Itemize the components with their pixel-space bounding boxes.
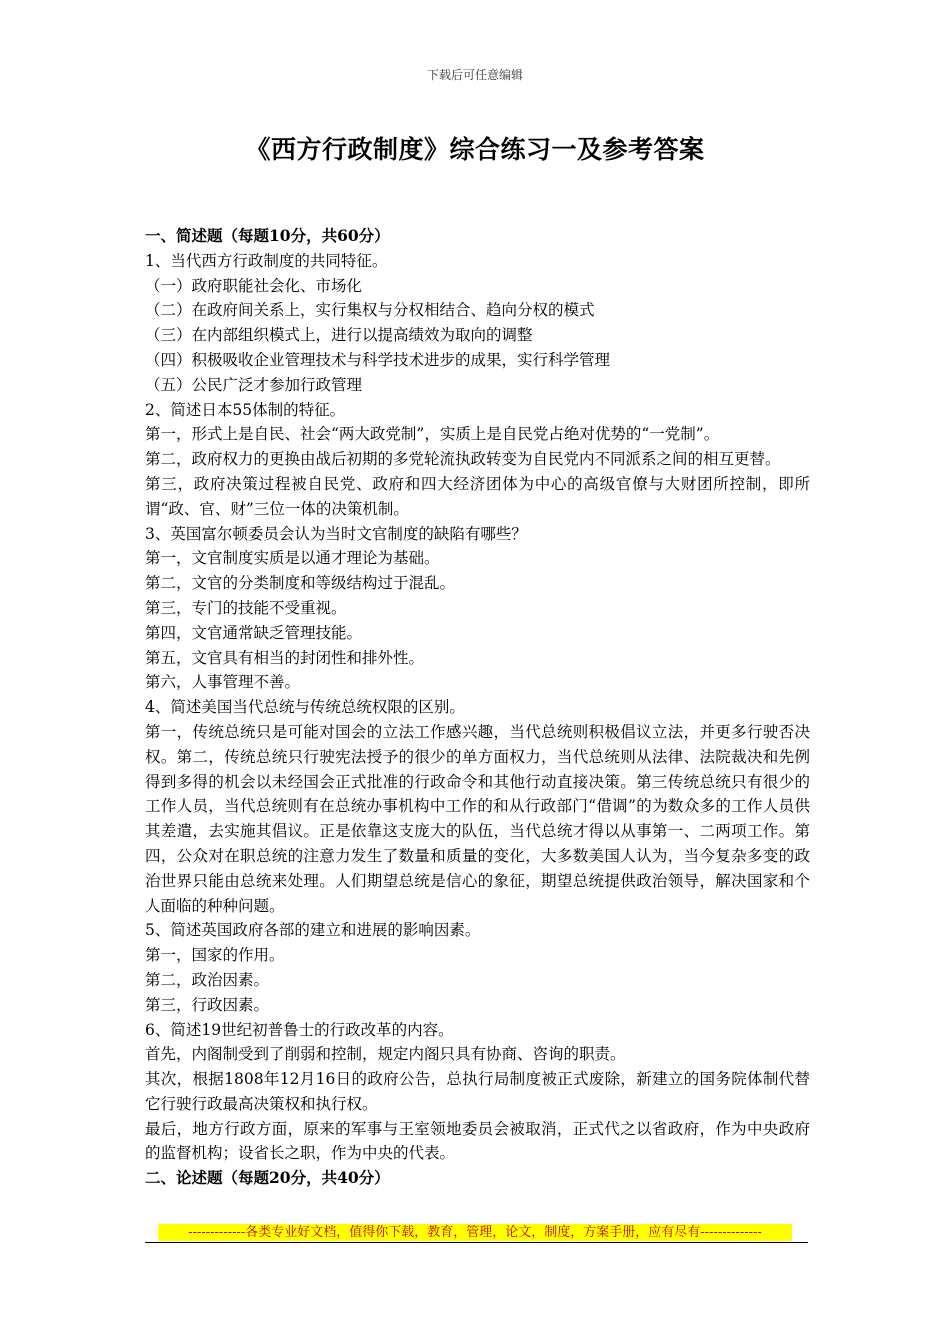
document-title: 《西方行政制度》综合练习一及参考答案	[245, 135, 705, 164]
page-header: 下载后可任意编辑	[426, 68, 523, 82]
paragraph: （一）政府职能社会化、市场化	[145, 276, 363, 295]
paragraph: 第二，政治因素。	[145, 970, 270, 989]
paragraph: 6、简述19世纪初普鲁士的行政改革的内容。	[145, 1020, 454, 1039]
paragraph: 最后，地方行政方面，原来的军事与王室领地委员会被取消，正式代之以省政府，作为中央政府的监督机构；设省长之职，作为中央的代表。	[145, 1119, 810, 1163]
paragraph: 第四，文官通常缺乏管理技能。	[145, 623, 363, 642]
paragraph: 第一，传统总统只是可能对国会的立法工作感兴趣，当代总统则积极倡议立法，并更多行驶否决权。第二，传统总统只行驶宪法授予的很少的单方面权力，当代总统则从法律、法院裁决和先例得到多得的机会以未经国会正式批准的行政命令和其他行动直接决策。第三传统总统只有很少的工作人员，当代总统则有在总统办事机构中工作的和从行政部门“借调”的为数众多的工作人员供其差遣，去实施其倡议。正是依靠这支庞大的队伍，当代总统才得以从事第一、二两项工作。第四，公众对在职总统的注意力发生了数量和质量的变化，大多数美国人认为，当今复杂多变的政治世界只能由总统来处理。人们期望总统是信心的象征，期望总统提供政治领导，解决国家和个人面临的种种问题。	[145, 722, 810, 915]
section-heading: 一、简述题（每题10分，共60分）	[145, 226, 390, 245]
paragraph: 第三，行政因素。	[145, 995, 270, 1014]
paragraph: 其次，根据1808年12月16日的政府公告，总执行局制度被正式废除，新建立的国务院体制代替它行驶行政最高决策权和执行权。	[145, 1070, 810, 1113]
paragraph: 第三，专门的技能不受重视。	[145, 598, 347, 617]
paragraph: 第二，文官的分类制度和等级结构过于混乱。	[145, 574, 456, 593]
paragraph: （三）在内部组织模式上，进行以提高绩效为取向的调整	[145, 326, 533, 345]
paragraph: （五）公民广泛才参加行政管理	[145, 375, 363, 394]
paragraph: 第六，人事管理不善。	[145, 673, 301, 692]
paragraph: 第一，形式上是自民、社会“两大政党制”，实质上是自民党占绝对优势的“一党制”。	[145, 425, 720, 444]
footer-rule	[145, 1242, 808, 1243]
paragraph: 第一，国家的作用。	[145, 946, 285, 965]
paragraph: 第五，文官具有相当的封闭性和排外性。	[145, 648, 425, 667]
paragraph: 5、简述英国政府各部的建立和进展的影响因素。	[145, 921, 481, 940]
paragraph: （二）在政府间关系上，实行集权与分权相结合、趋向分权的模式	[145, 301, 595, 320]
paragraph: 1、当代西方行政制度的共同特征。	[145, 251, 388, 270]
paragraph: 2、简述日本55体制的特征。	[145, 400, 346, 419]
paragraph: 第三，政府决策过程被自民党、政府和四大经济团体为中心的高级官僚与大财团所控制，即所谓“政、官、财”三位一体的决策机制。	[145, 474, 810, 518]
paragraph: 3、英国富尔顿委员会认为当时文官制度的缺陷有哪些？	[145, 524, 527, 543]
paragraph: （四）积极吸收企业管理技术与科学技术进步的成果，实行科学管理	[145, 350, 611, 369]
document-body	[145, 224, 810, 1191]
footer-banner: -------------各类专业好文档，值得你下载，教育，管理，论文，制度，方案手册，应有尽有--------------	[158, 1224, 792, 1241]
section-heading: 二、论述题（每题20分，共40分）	[145, 1168, 390, 1188]
paragraph: 第二，政府权力的更换由战后初期的多党轮流执政转变为自民党内不同派系之间的相互更替。	[145, 450, 781, 469]
paragraph: 首先，内阁制受到了削弱和控制，规定内阁只具有协商、咨询的职责。	[145, 1045, 626, 1064]
paragraph: 第一，文官制度实质是以通才理论为基础。	[145, 549, 440, 568]
paragraph: 4、简述美国当代总统与传统总统权限的区别。	[145, 698, 465, 717]
